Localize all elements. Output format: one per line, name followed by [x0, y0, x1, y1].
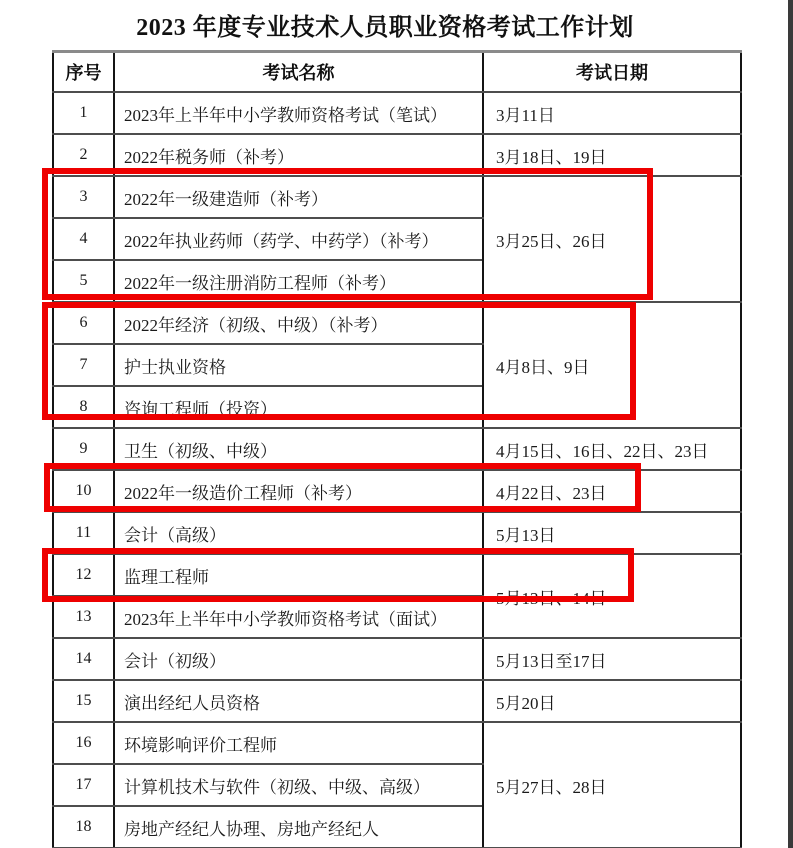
- table-row: [53, 638, 741, 680]
- exam-name: 2022年经济（初级、中级）（补考）: [114, 302, 483, 344]
- row-index: 3: [53, 176, 114, 218]
- exam-name: 咨询工程师（投资）: [114, 386, 483, 428]
- row-index: 1: [53, 92, 114, 134]
- scan-edge-strip: [788, 0, 793, 848]
- exam-name: 护士执业资格: [114, 344, 483, 386]
- exam-name: 2023年上半年中小学教师资格考试（笔试）: [114, 92, 483, 134]
- row-index: 8: [53, 386, 114, 428]
- row-index: 6: [53, 302, 114, 344]
- header-date: 考试日期: [483, 52, 741, 93]
- exam-date: 3月11日: [483, 92, 741, 134]
- exam-name: 监理工程师: [114, 554, 483, 596]
- exam-name: 会计（高级）: [114, 512, 483, 554]
- exam-name: 会计（初级）: [114, 638, 483, 680]
- exam-name: 2022年一级注册消防工程师（补考）: [114, 260, 483, 302]
- exam-name: 计算机技术与软件（初级、中级、高级）: [114, 764, 483, 806]
- row-index: 12: [53, 554, 114, 596]
- highlight-box-rows-6-8: [42, 302, 636, 420]
- exam-name: 2022年一级造价工程师（补考）: [114, 470, 483, 512]
- exam-date-merged: 5月27日、28日: [483, 722, 741, 848]
- exam-name: 演出经纪人员资格: [114, 680, 483, 722]
- exam-name: 环境影响评价工程师: [114, 722, 483, 764]
- row-index: 2: [53, 134, 114, 176]
- row-index: 17: [53, 764, 114, 806]
- exam-date: 3月18日、19日: [483, 134, 741, 176]
- row-index: 18: [53, 806, 114, 848]
- row-index: 15: [53, 680, 114, 722]
- exam-name: 2022年执业药师（药学、中药学）（补考）: [114, 218, 483, 260]
- highlight-box-row-10: [44, 463, 641, 512]
- exam-date: 4月22日、23日: [483, 470, 741, 512]
- table-header-row: [53, 52, 741, 93]
- row-index: 4: [53, 218, 114, 260]
- exam-date: 5月13日: [483, 512, 741, 554]
- table-row: [53, 722, 741, 764]
- row-index: 9: [53, 428, 114, 470]
- exam-date: 5月13日至17日: [483, 638, 741, 680]
- exam-name: 2022年税务师（补考）: [114, 134, 483, 176]
- row-index: 14: [53, 638, 114, 680]
- exam-date-merged: 5月13日、14日: [483, 554, 741, 638]
- exam-name: 2023年上半年中小学教师资格考试（面试）: [114, 596, 483, 638]
- header-name: 考试名称: [114, 52, 483, 93]
- row-index: 16: [53, 722, 114, 764]
- row-index: 11: [53, 512, 114, 554]
- table-row: [53, 92, 741, 134]
- row-index: 10: [53, 470, 114, 512]
- row-index: 7: [53, 344, 114, 386]
- row-index: 5: [53, 260, 114, 302]
- page-title: 2023 年度专业技术人员职业资格考试工作计划: [136, 15, 634, 41]
- exam-name: 卫生（初级、中级）: [114, 428, 483, 470]
- exam-name: 房地产经纪人协理、房地产经纪人: [114, 806, 483, 848]
- exam-name: 2022年一级建造师（补考）: [114, 176, 483, 218]
- exam-date-merged: 4月8日、9日: [483, 302, 741, 428]
- exam-date: 5月20日: [483, 680, 741, 722]
- exam-date-merged: 3月25日、26日: [483, 176, 741, 302]
- header-no: 序号: [53, 52, 114, 93]
- highlight-box-row-12: [42, 548, 634, 602]
- highlight-box-rows-3-5: [42, 168, 653, 300]
- table-row: [53, 680, 741, 722]
- exam-date: 4月15日、16日、22日、23日: [483, 428, 741, 470]
- row-index: 13: [53, 596, 114, 638]
